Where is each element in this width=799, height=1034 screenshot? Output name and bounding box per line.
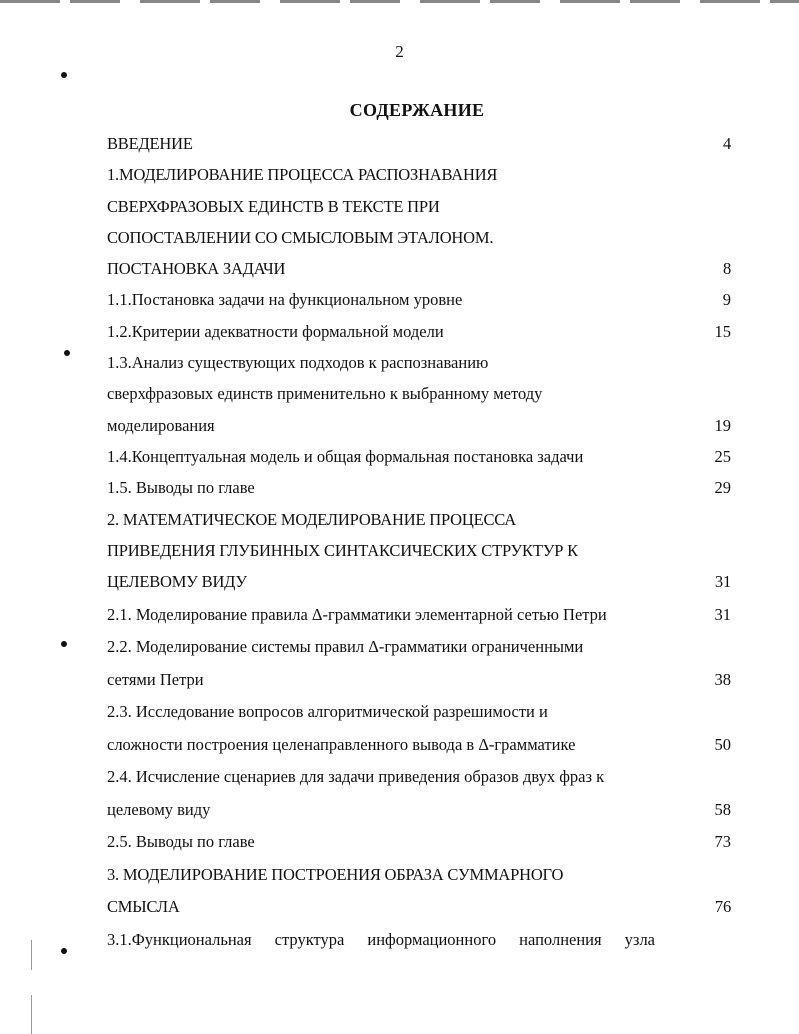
toc-entry-text: ВВЕДЕНИЕ: [107, 134, 193, 153]
toc-entry-page: 19: [714, 415, 731, 435]
toc-entry-text: ПОСТАНОВКА ЗАДАЧИ: [107, 259, 286, 279]
toc-entry-text: сверхфразовых единств применительно к выбранному методу: [107, 384, 543, 404]
toc-entry: [107, 128, 731, 159]
toc-entry: [107, 253, 731, 284]
toc-entry: [107, 159, 731, 190]
toc-word: информационного: [367, 929, 497, 949]
toc-entry-page: 4: [722, 134, 731, 153]
toc-entry-text: ПРИВЕДЕНИЯ ГЛУБИННЫХ СИНТАКСИЧЕСКИХ СТРУКТУР К: [107, 540, 578, 560]
toc-entry-page: 38: [714, 669, 731, 689]
toc-entry: [107, 191, 731, 222]
toc-entry-text: 2. МАТЕМАТИЧЕСКОЕ МОДЕЛИРОВАНИЕ ПРОЦЕССА: [107, 509, 516, 529]
page-number: 2: [395, 42, 404, 61]
toc-entry-text: 1.1.Постановка задачи на функциональном уровне: [107, 290, 463, 310]
toc-entry-text: ЦЕЛЕВОМУ ВИДУ: [107, 572, 247, 592]
toc-entry-text: СОПОСТАВЛЕНИИ СО СМЫСЛОВЫМ ЭТАЛОНОМ.: [107, 227, 494, 247]
toc-entry: [107, 441, 731, 472]
scan-edge-artifact: [0, 0, 799, 3]
toc-entry: [107, 410, 731, 441]
toc-entry-text: 2.4. Исчисление сценариев для задачи приведения образов двух фраз к: [107, 767, 605, 787]
toc-entry: [107, 924, 731, 957]
toc-entry-page: 50: [714, 734, 731, 754]
toc-entry-text: СВЕРХФРАЗОВЫХ ЕДИНСТВ В ТЕКСТЕ ПРИ: [107, 196, 440, 216]
toc-entry-text: 1.4.Концептуальная модель и общая формальная постановка задачи: [107, 446, 584, 466]
toc-entry-text: 1.2.Критерии адекватности формальной модели: [107, 321, 444, 341]
table-of-contents: [107, 128, 731, 956]
toc-entry: [107, 347, 731, 378]
margin-scan-line: [31, 940, 32, 970]
toc-entry-page: 15: [714, 321, 731, 341]
toc-entry-text: сложности построения целенаправленного вывода в Δ-грамматике: [107, 734, 576, 754]
toc-entry-text: СМЫСЛА: [107, 897, 180, 917]
toc-entry: [107, 794, 731, 827]
toc-entry: [107, 859, 731, 892]
toc-word: 3.1.Функциональная: [107, 929, 252, 949]
toc-entry-text: моделирования: [107, 415, 215, 435]
toc-entry: [107, 761, 731, 794]
toc-title: СОДЕРЖАНИЕ: [349, 100, 485, 120]
toc-entry: [107, 504, 731, 535]
binding-hole-mark: [61, 72, 67, 78]
toc-entry: [107, 664, 731, 697]
toc-entry: [107, 599, 731, 632]
toc-entry-text: 2.5. Выводы по главе: [107, 832, 255, 852]
toc-entry-text: 2.2. Моделирование системы правил Δ-грамматики ограниченными: [107, 637, 584, 657]
binding-hole-mark: [64, 350, 70, 356]
toc-entry-page: 76: [714, 897, 731, 917]
toc-word: структура: [274, 929, 345, 949]
margin-scan-line: [31, 995, 32, 1034]
toc-entry: [107, 535, 731, 566]
toc-word: узла: [624, 929, 655, 949]
toc-entry-text: целевому виду: [107, 799, 211, 819]
toc-entry-page: 8: [722, 259, 731, 279]
toc-entry: [107, 826, 731, 859]
toc-entry-page: 25: [714, 446, 731, 466]
toc-entry-page: 9: [722, 290, 731, 310]
toc-entry-page: 73: [714, 832, 731, 852]
toc-entry-text: 1.5. Выводы по главе: [107, 478, 255, 498]
binding-hole-mark: [61, 948, 67, 954]
toc-entry-text: 1.МОДЕЛИРОВАНИЕ ПРОЦЕССА РАСПОЗНАВАНИЯ: [107, 165, 498, 185]
toc-entry: [107, 696, 731, 729]
toc-entry: [107, 378, 731, 409]
toc-entry: [107, 472, 731, 503]
toc-entry-text: 2.3. Исследование вопросов алгоритмической разрешимости и: [107, 702, 548, 722]
binding-hole-mark: [61, 641, 67, 647]
toc-entry-page: 31: [714, 604, 731, 624]
toc-entry-text: [107, 924, 655, 957]
toc-entry: [107, 316, 731, 347]
toc-entry-text: 3. МОДЕЛИРОВАНИЕ ПОСТРОЕНИЯ ОБРАЗА СУММАРНОГО: [107, 864, 564, 884]
toc-entry: [107, 631, 731, 664]
toc-entry-text: 2.1. Моделирование правила Δ-грамматики элементарной сетью Петри: [107, 604, 607, 624]
toc-entry: [107, 891, 731, 924]
toc-entry: [107, 222, 731, 253]
toc-entry: [107, 729, 731, 762]
toc-entry: [107, 566, 731, 599]
toc-word: наполнения: [519, 929, 602, 949]
toc-entry-page: 58: [714, 799, 731, 819]
toc-entry-text: сетями Петри: [107, 669, 204, 689]
toc-entry-page: 29: [714, 478, 731, 498]
toc-entry: [107, 284, 731, 315]
toc-entry-text: 1.3.Анализ существующих подходов к распознаванию: [107, 353, 489, 373]
toc-entry-page: 31: [714, 572, 731, 592]
